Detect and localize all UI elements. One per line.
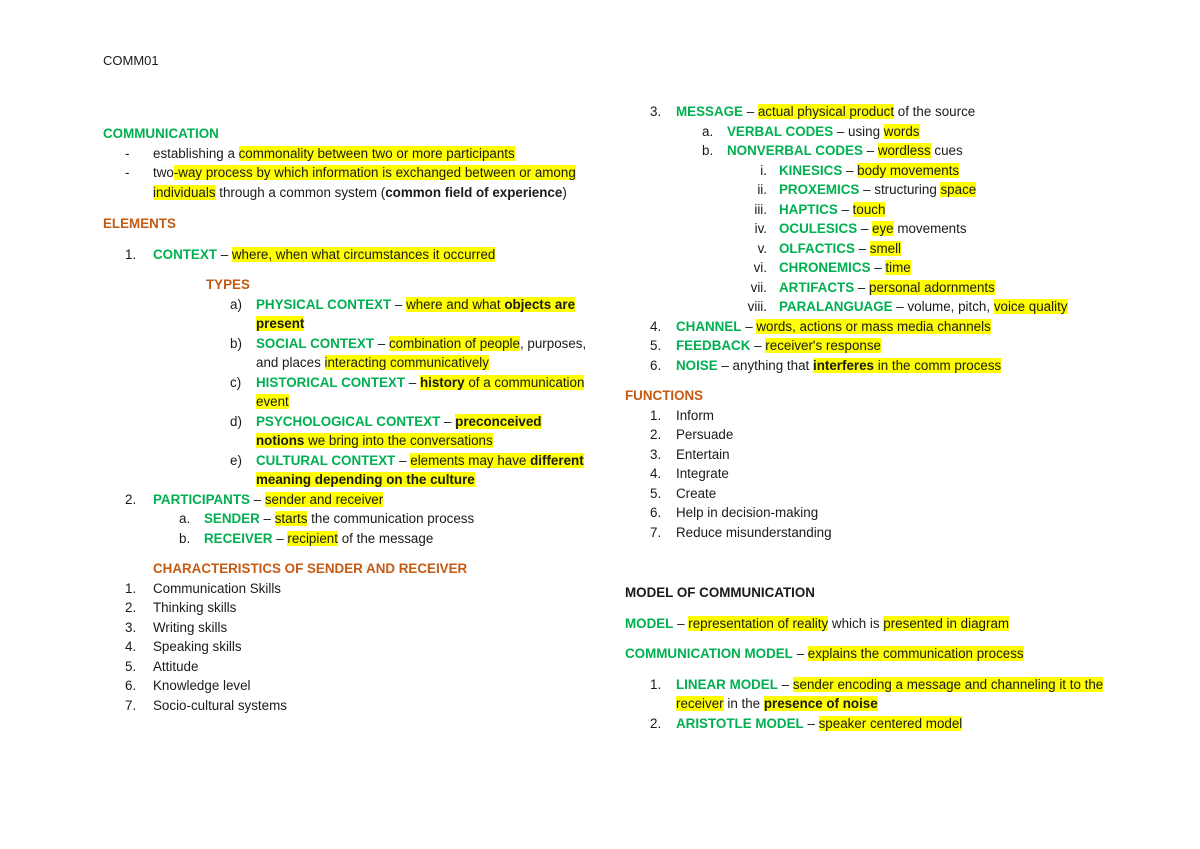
- nonverbal-hl: touch: [852, 201, 886, 217]
- nonverbal-item: [625, 258, 1095, 278]
- page-header: COMM01: [103, 53, 159, 68]
- communication-bullet-1: - establishing a commonality between two or more participants: [103, 144, 583, 164]
- list-text: Socio-cultural systems: [153, 697, 287, 713]
- communication-model-definition: COMMUNICATION MODEL – explains the communication process: [625, 646, 1024, 661]
- list-text: Communication Skills: [153, 580, 281, 596]
- list-item: [625, 406, 1095, 426]
- left-column: [103, 124, 587, 715]
- nonverbal-text: [779, 258, 911, 278]
- participants-item: 2. PARTICIPANTS – sender and receiver: [125, 491, 384, 507]
- roman-numeral: vi.: [753, 260, 767, 275]
- list-item: [103, 637, 583, 657]
- right-column: [625, 102, 1104, 733]
- characteristics-list: [103, 579, 583, 716]
- nonverbal-dash: –: [870, 260, 886, 275]
- historical-context: c) HISTORICAL CONTEXT – history of a communication: [230, 374, 585, 390]
- list-item: [625, 445, 1095, 465]
- list-text: Reduce misunderstanding: [676, 524, 832, 540]
- psychological-context: d) PSYCHOLOGICAL CONTEXT – preconceived: [230, 413, 542, 429]
- nonverbal-text: [779, 297, 1068, 317]
- nonverbal-hl: smell: [869, 240, 902, 256]
- dash-marker: -: [125, 165, 130, 180]
- nonverbal-text: [779, 239, 901, 259]
- roman-numeral: ii.: [757, 182, 767, 197]
- list-item: [103, 618, 583, 638]
- context-item: 1. CONTEXT – where, when what circumstances it occurred: [125, 246, 496, 262]
- nonverbal-dash: –: [854, 279, 870, 295]
- aristotle-model-item: 2. ARISTOTLE MODEL – speaker centered model: [650, 715, 963, 731]
- nonverbal-item: [625, 278, 1095, 298]
- sender-item: a. SENDER – starts the communication process: [179, 511, 475, 526]
- nonverbal-pre: structuring: [874, 182, 941, 197]
- nonverbal-item: [625, 161, 1095, 181]
- psychological-context-cont: notions we bring into the conversations: [256, 433, 493, 448]
- nonverbal-codes-item: b. NONVERBAL CODES – wordless cues: [702, 143, 963, 158]
- social-context-cont: and places interacting communicatively: [256, 355, 489, 370]
- list-number: 7.: [125, 697, 137, 713]
- physical-context-cont: present: [256, 316, 305, 331]
- list-item: [625, 484, 1095, 504]
- verbal-codes-item: a. VERBAL CODES – using words: [702, 123, 920, 139]
- list-number: 6.: [125, 678, 137, 693]
- receiver-item: b. RECEIVER – recipient of the message: [179, 530, 434, 546]
- nonverbal-term: KINESICS: [779, 162, 843, 178]
- list-text: Integrate: [676, 466, 729, 481]
- model-heading: MODEL OF COMMUNICATION: [625, 585, 815, 600]
- nonverbal-text: [779, 180, 976, 200]
- list-item: [625, 523, 1095, 543]
- nonverbal-dash: –: [842, 162, 858, 178]
- list-number: 1.: [125, 580, 137, 596]
- feedback-item: 5. FEEDBACK – receiver's response: [650, 338, 881, 353]
- nonverbal-term: PARALANGUAGE: [779, 299, 893, 314]
- nonverbal-hl: body movements: [857, 162, 960, 178]
- communication-bullet-2-cont: individuals through a common system (common field of experience): [153, 184, 567, 200]
- functions-list: [625, 406, 1095, 543]
- list-text: Writing skills: [153, 619, 228, 635]
- roman-numeral: iv.: [754, 221, 767, 236]
- communication-heading: COMMUNICATION: [103, 126, 219, 141]
- linear-model-item: 1. LINEAR MODEL – sender encoding a message and channeling it to the: [650, 676, 1104, 692]
- roman-numeral: iii.: [754, 201, 767, 217]
- nonverbal-term: OLFACTICS: [779, 240, 855, 256]
- types-heading: TYPES: [206, 277, 250, 292]
- nonverbal-item: [625, 180, 1095, 200]
- cultural-context-cont: meaning depending on the culture: [256, 472, 475, 487]
- elements-heading: ELEMENTS: [103, 216, 176, 231]
- nonverbal-text: [779, 200, 885, 220]
- list-number: 2.: [650, 427, 662, 442]
- nonverbal-term: PROXEMICS: [779, 182, 860, 197]
- dash-marker: -: [125, 145, 130, 161]
- nonverbal-codes-list: [625, 161, 1095, 317]
- list-number: 3.: [650, 446, 662, 462]
- list-text: Create: [676, 485, 717, 501]
- message-item: 3. MESSAGE – actual physical product of the source: [650, 104, 976, 119]
- list-item: [103, 676, 583, 696]
- nonverbal-hl: space: [940, 182, 977, 197]
- list-text: Thinking skills: [153, 600, 237, 615]
- nonverbal-item: [625, 219, 1095, 239]
- list-text: Help in decision-making: [676, 505, 819, 520]
- list-item: [625, 425, 1095, 445]
- list-number: 5.: [125, 658, 137, 674]
- nonverbal-term: CHRONEMICS: [779, 260, 871, 275]
- list-number: 5.: [650, 485, 662, 501]
- nonverbal-dash: –: [857, 221, 873, 236]
- list-number: 4.: [650, 466, 662, 481]
- channel-item: 4. CHANNEL – words, actions or mass media channels: [650, 318, 991, 334]
- nonverbal-hl: eye: [872, 221, 894, 236]
- roman-numeral: viii.: [747, 299, 767, 314]
- nonverbal-post: movements: [893, 221, 967, 236]
- nonverbal-dash: –: [854, 240, 870, 256]
- nonverbal-hl: voice quality: [993, 299, 1068, 314]
- nonverbal-item: [625, 239, 1095, 259]
- nonverbal-dash: –: [892, 299, 908, 314]
- communication-bullet-2: - two-way process by which information is exchanged between or among: [103, 163, 583, 183]
- nonverbal-hl: time: [885, 260, 911, 275]
- model-definition: MODEL – representation of reality which is presented in diagram: [625, 615, 1010, 631]
- list-number: 6.: [650, 505, 662, 520]
- nonverbal-term: OCULESICS: [779, 221, 858, 236]
- roman-numeral: vii.: [750, 279, 767, 295]
- cultural-context: e) CULTURAL CONTEXT – elements may have different: [230, 452, 584, 468]
- roman-numeral: i.: [760, 162, 767, 178]
- nonverbal-text: [779, 278, 995, 298]
- noise-item: 6. NOISE – anything that interferes in the comm process: [650, 357, 1002, 373]
- nonverbal-item: [625, 297, 1095, 317]
- historical-context-cont: event: [256, 394, 289, 409]
- nonverbal-hl: personal adornments: [869, 279, 995, 295]
- list-number: 7.: [650, 524, 662, 540]
- list-text: Persuade: [676, 427, 734, 442]
- list-number: 2.: [125, 600, 137, 615]
- list-text: Entertain: [676, 446, 730, 462]
- list-number: 4.: [125, 639, 137, 654]
- nonverbal-item: [625, 200, 1095, 220]
- linear-model-cont: receiver in the presence of noise: [676, 696, 878, 711]
- list-number: 1.: [650, 407, 662, 423]
- list-text: Speaking skills: [153, 639, 242, 654]
- physical-context: a) PHYSICAL CONTEXT – where and what objects are: [230, 296, 576, 312]
- list-item: [103, 657, 583, 677]
- list-number: 3.: [125, 619, 137, 635]
- list-item: [625, 464, 1095, 484]
- nonverbal-dash: –: [859, 182, 875, 197]
- list-item: [625, 503, 1095, 523]
- nonverbal-term: ARTIFACTS: [779, 279, 855, 295]
- nonverbal-pre: volume, pitch,: [907, 299, 994, 314]
- social-context: b) SOCIAL CONTEXT – combination of people, purposes,: [230, 335, 587, 351]
- list-item: [103, 579, 583, 599]
- list-item: [103, 598, 583, 618]
- nonverbal-dash: –: [837, 201, 853, 217]
- nonverbal-text: [779, 219, 967, 239]
- list-text: Inform: [676, 407, 714, 423]
- nonverbal-term: HAPTICS: [779, 201, 838, 217]
- list-text: Knowledge level: [153, 678, 251, 693]
- characteristics-heading: CHARACTERISTICS OF SENDER AND RECEIVER: [153, 561, 468, 576]
- nonverbal-text: [779, 161, 959, 181]
- roman-numeral: v.: [757, 240, 767, 256]
- list-item: [103, 696, 583, 716]
- list-text: Attitude: [153, 658, 199, 674]
- functions-heading: FUNCTIONS: [625, 388, 704, 403]
